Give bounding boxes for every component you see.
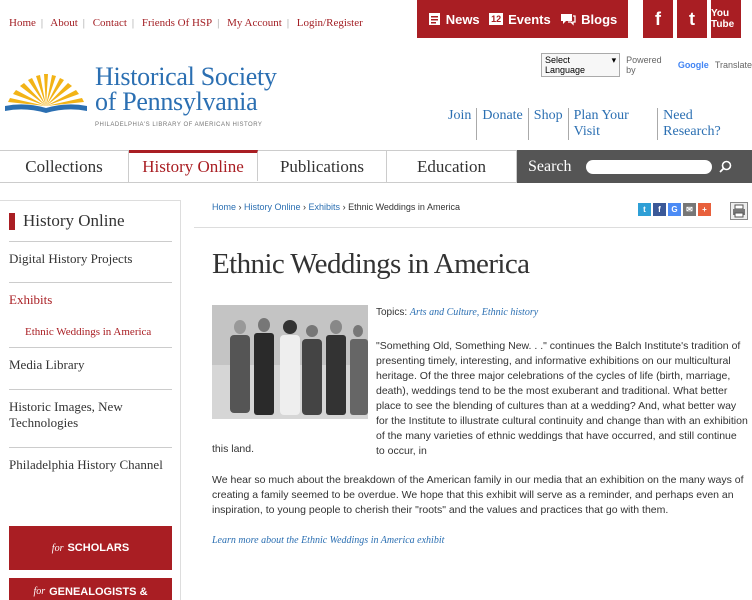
breadcrumb: Home › History Online › Exhibits › Ethnic Weddings in America	[212, 202, 460, 212]
donate-link[interactable]: Donate	[477, 108, 528, 140]
news-link[interactable]	[428, 12, 480, 27]
search-icon[interactable]	[719, 160, 732, 173]
secondary-nav	[448, 108, 752, 140]
scholars-label: SCHOLARS	[67, 542, 130, 554]
breadcrumb-current: Ethnic Weddings in America	[348, 202, 460, 212]
genealogists-for: for	[33, 586, 46, 597]
tab-history-online[interactable]: History Online	[129, 150, 258, 181]
language-select[interactable]	[541, 53, 620, 77]
utility-nav: Home | About | Contact | Friends Of HSP | My Account | Login/Register	[9, 17, 363, 29]
sidebar-item-historic-images[interactable]: Historic Images, New Technologies	[9, 389, 172, 431]
logo-title-line1: Historical Society	[95, 62, 277, 91]
sidebar-heading-label: History Online	[23, 211, 125, 230]
speech-bubble-icon	[560, 12, 576, 26]
join-link[interactable]: Join	[448, 108, 477, 140]
sidebar-subitem-ethnic-weddings[interactable]: Ethnic Weddings in America	[25, 326, 152, 338]
powered-by-text: Powered by	[626, 55, 662, 75]
logo-tagline: PHILADELPHIA'S LIBRARY OF AMERICAN HISTORY	[95, 122, 263, 128]
tab-publications[interactable]: Publications	[258, 151, 387, 182]
top-red-bar	[417, 0, 628, 38]
second-paragraph: We hear so much about the breakdown of the American family in our media that an exhibition on the many ways of creating a family seemed to be overdue. We hope that this exhibit will serve as a reminder, and perhaps even an inspiration, to young people to cherish their "roots" and the values and practices that go with them.	[212, 474, 744, 516]
events-link[interactable]	[489, 12, 551, 27]
google-translate	[541, 53, 752, 77]
content-divider	[194, 227, 752, 228]
util-link-friends[interactable]: Friends Of HSP	[141, 17, 213, 29]
wedding-photo-image	[212, 305, 368, 419]
topics-links[interactable]: Arts and Culture, Ethnic history	[409, 307, 539, 318]
sidebar-item-media-library[interactable]: Media Library	[9, 347, 172, 373]
search-label: Search	[528, 157, 572, 175]
util-link-account[interactable]: My Account	[227, 17, 282, 29]
chevron-down-icon: ▾	[611, 55, 617, 65]
genealogists-button[interactable]	[9, 578, 172, 600]
page-title: Ethnic Weddings in America	[212, 248, 530, 280]
topics	[376, 307, 538, 318]
search-input[interactable]	[586, 160, 712, 174]
sidebar	[0, 200, 181, 600]
util-link-contact[interactable]: Contact	[92, 17, 127, 29]
sidebar-item-exhibits[interactable]: Exhibits	[9, 282, 172, 308]
sunrise-book-logo-icon	[3, 64, 89, 116]
email-share-icon[interactable]: ✉	[683, 203, 696, 216]
shop-link[interactable]: Shop	[529, 108, 569, 140]
sidebar-heading-bar	[9, 213, 15, 230]
logo-title-line2: of Pennsylvania	[95, 87, 258, 116]
facebook-share-icon[interactable]: f	[653, 203, 666, 216]
intro-paragraph-end: this land.	[212, 443, 255, 455]
news-icon	[428, 12, 441, 26]
topics-label: Topics:	[376, 307, 408, 318]
language-select-label: Select Language	[545, 55, 586, 75]
events-label: Events	[508, 11, 551, 27]
scholars-for: for	[51, 542, 64, 554]
sidebar-item-digital-history[interactable]: Digital History Projects	[9, 241, 172, 267]
tab-education[interactable]: Education	[387, 151, 517, 182]
breadcrumb-home[interactable]: Home	[212, 202, 237, 212]
plan-visit-link[interactable]: Plan Your Visit	[569, 108, 659, 140]
twitter-icon[interactable]: t	[677, 0, 707, 38]
learn-more-link[interactable]: Learn more about the Ethnic Weddings in America exhibit	[212, 535, 445, 546]
facebook-icon[interactable]: f	[643, 0, 673, 38]
blogs-label: Blogs	[581, 11, 618, 27]
sidebar-item-phila-history-channel[interactable]: Philadelphia History Channel	[9, 447, 172, 473]
genealogists-label: GENEALOGISTS &	[49, 586, 148, 598]
wedding-party-photo	[212, 305, 368, 419]
google-logo-text: Google	[677, 60, 709, 70]
twitter-share-icon[interactable]: t	[638, 203, 651, 216]
scholars-button[interactable]	[9, 526, 172, 570]
sidebar-heading	[9, 211, 125, 231]
search-bar	[517, 150, 752, 183]
share-icons	[638, 203, 711, 216]
google-share-icon[interactable]: G	[668, 203, 681, 216]
news-label: News	[445, 11, 480, 27]
util-link-home[interactable]: Home	[9, 17, 36, 29]
youtube-icon[interactable]: You Tube	[711, 0, 741, 38]
calendar-icon: 12	[491, 14, 502, 24]
breadcrumb-history-online[interactable]: History Online	[244, 202, 301, 212]
blogs-link[interactable]	[560, 12, 617, 27]
util-link-about[interactable]: About	[50, 17, 78, 29]
translate-link[interactable]: Translate	[714, 60, 752, 70]
more-share-icon[interactable]: +	[698, 203, 711, 216]
print-icon[interactable]	[730, 202, 748, 220]
intro-paragraph: "Something Old, Something New. . ." continues the Balch Institute's tradition of presenting timely, interesting, and informative exhibitions on our multicultural heritage. Of the three major celebrations of the cycles of life (birth, marriage, death), weddings tend to be the most exuberant and traditional. What better place to see the blending of cultures than at a wedding? And, what better way for the Institute to illustrate cultural continuity and change than with an exhibition of the many varieties of ethnic weddings that have occurred, and still continue to occur, in	[376, 340, 748, 457]
breadcrumb-exhibits[interactable]: Exhibits	[308, 202, 341, 212]
tab-collections[interactable]: Collections	[0, 151, 129, 182]
printer-glyph	[731, 203, 747, 219]
util-link-login[interactable]: Login/Register	[296, 17, 363, 29]
need-research-link[interactable]: Need Research?	[663, 108, 721, 139]
